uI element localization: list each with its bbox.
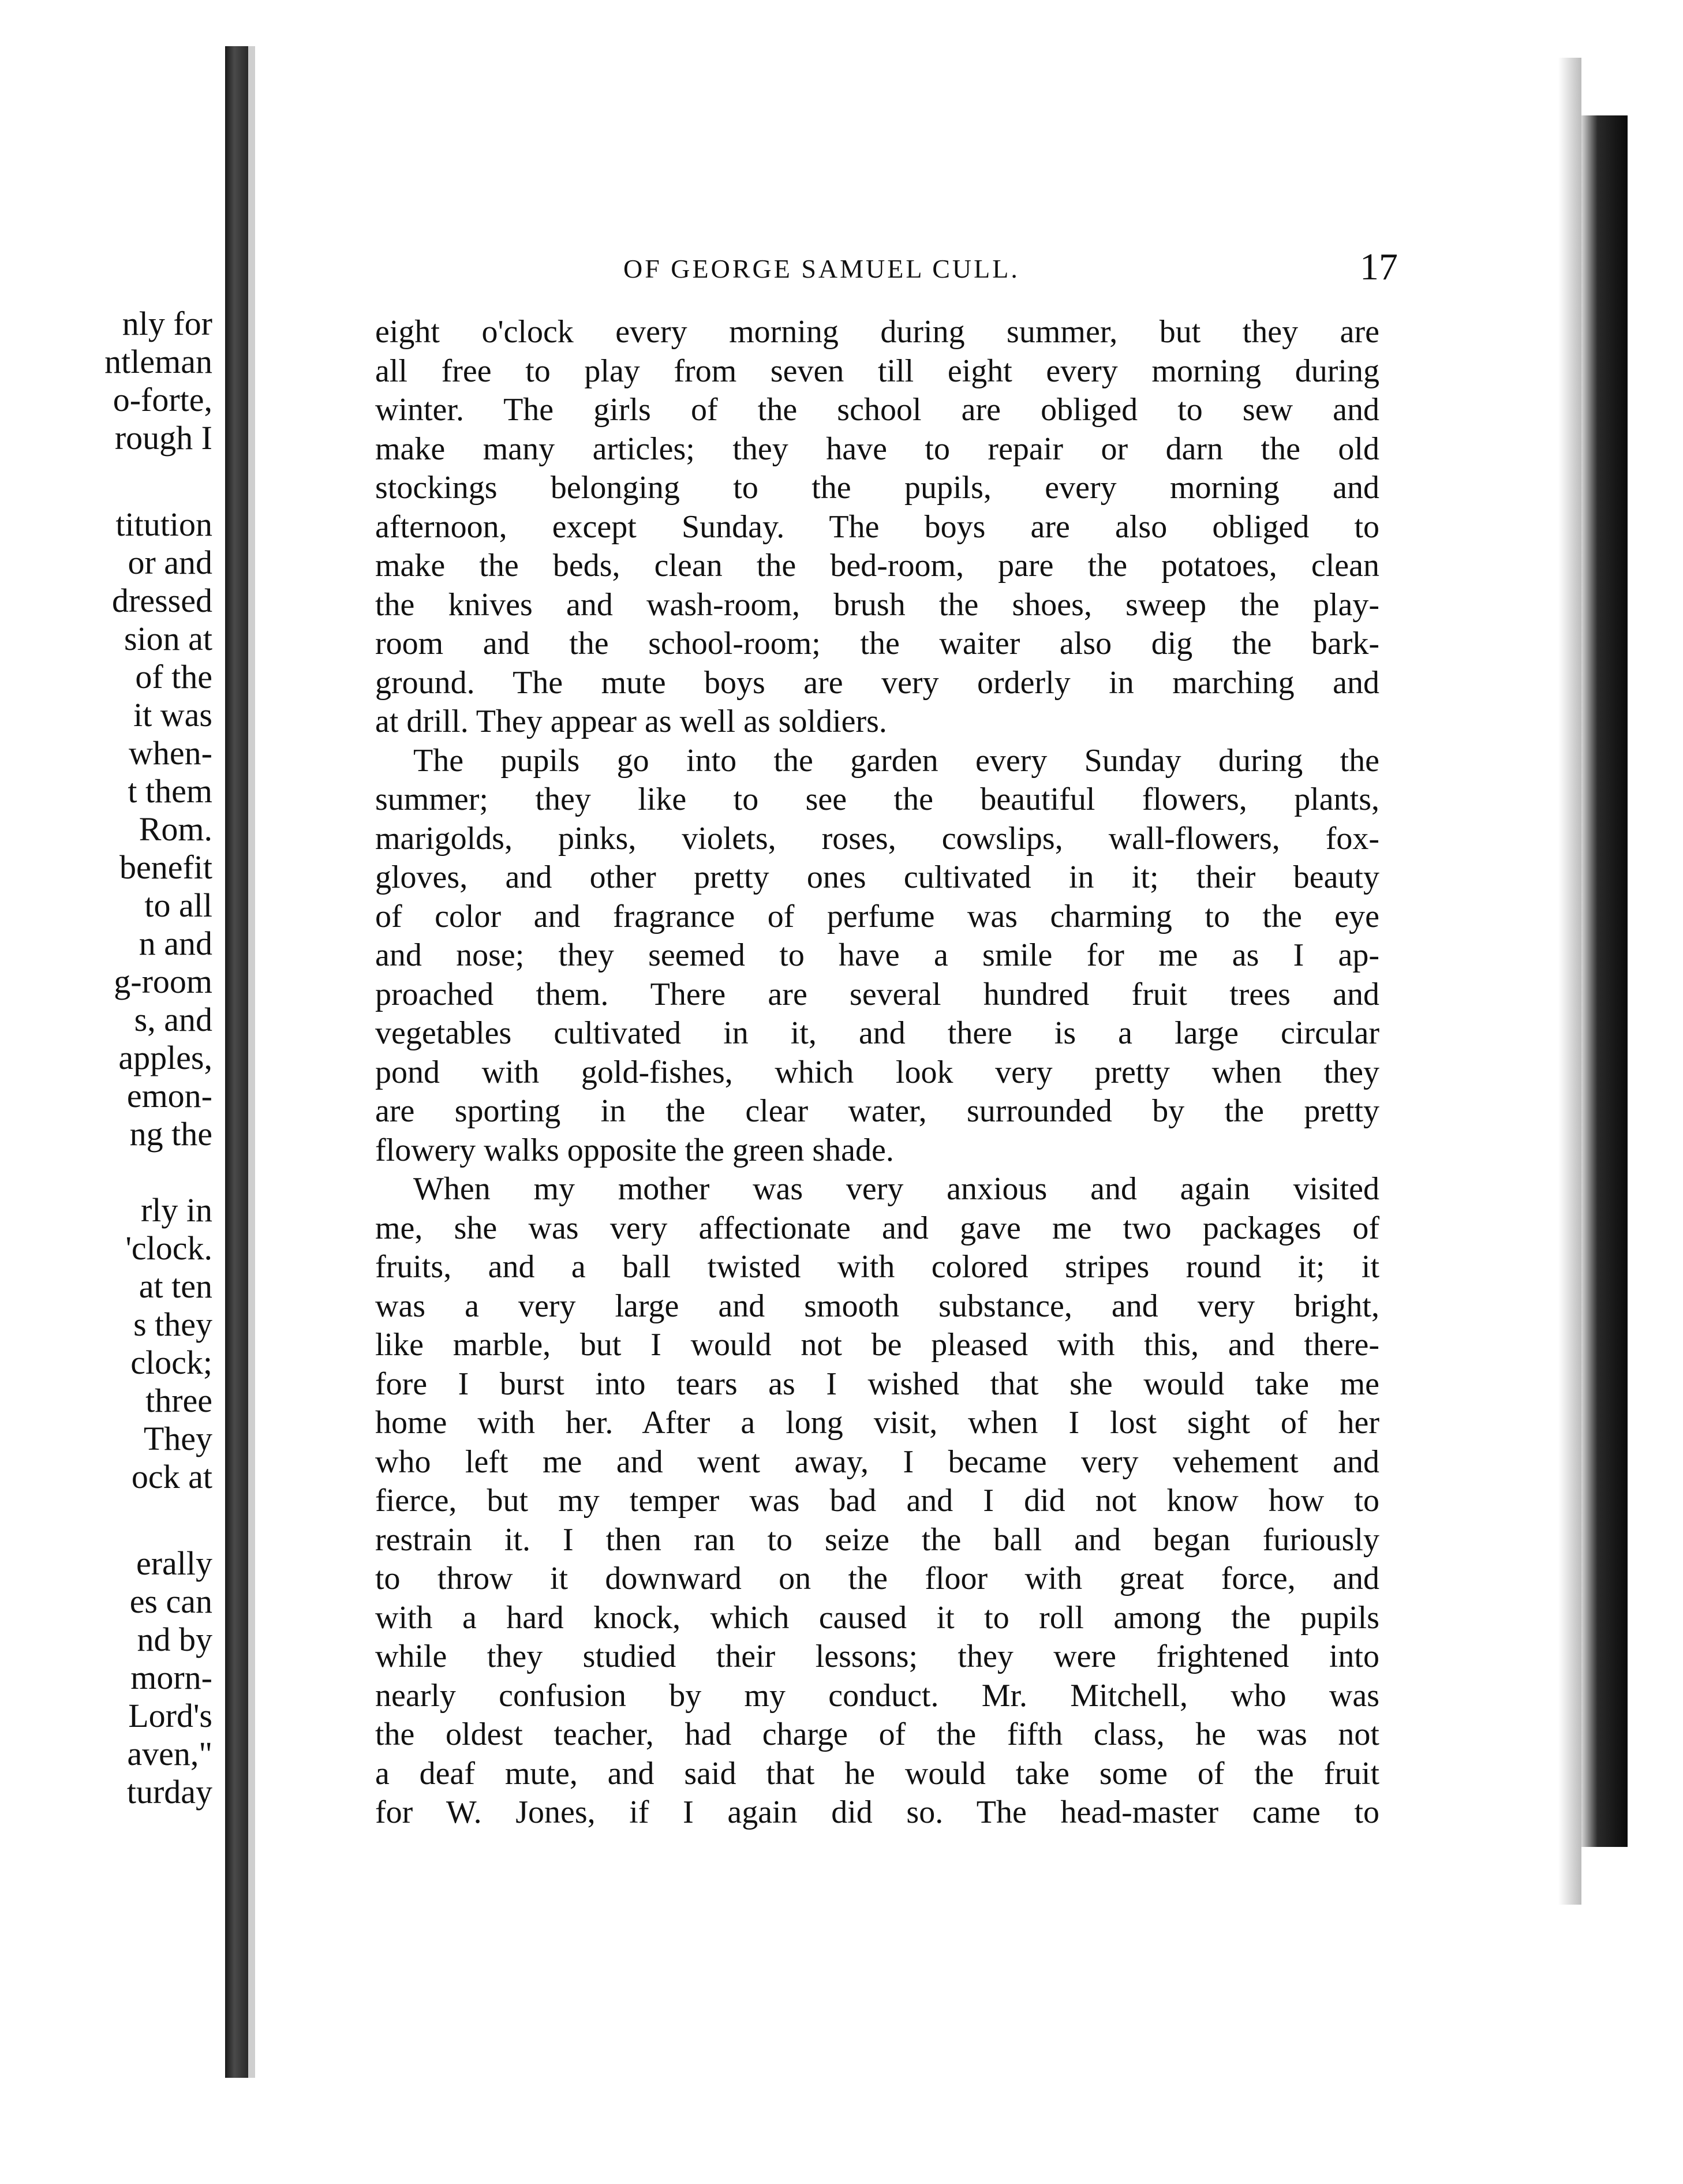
text-line: me, she was very affectionate and gave me two packages of [375, 1210, 1379, 1246]
left-line: erally [136, 1544, 212, 1582]
left-line: aven," [127, 1735, 212, 1772]
text-line: When my mother was very anxious and again visited [413, 1171, 1379, 1207]
left-line: rly in [140, 1191, 212, 1229]
text-line: stockings belonging to the pupils, every morning and [375, 470, 1379, 506]
left-line: apples, [118, 1039, 212, 1076]
page-number: 17 [1360, 246, 1398, 288]
text-line: vegetables cultivated in it, and there is a large circular [375, 1015, 1379, 1051]
left-line: Lord's [128, 1697, 212, 1734]
text-line: afternoon, except Sunday. The boys are also obliged to [375, 508, 1379, 545]
text-line: who left me and went away, I became very vehement and [375, 1443, 1379, 1480]
text-line: restrain it. I then ran to seize the ball and began furiously [375, 1521, 1379, 1558]
left-line: s they [133, 1306, 212, 1343]
text-line: room and the school-room; the waiter also dig the bark- [375, 626, 1379, 661]
text-line: are sporting in the clear water, surrounded by the pretty [375, 1093, 1379, 1129]
left-line: ng the [129, 1115, 212, 1153]
left-line: clock; [130, 1344, 212, 1381]
text-line: pond with gold-fishes, which look very pretty when they [375, 1054, 1379, 1090]
left-line: at ten [139, 1267, 212, 1305]
left-line: sion at [124, 620, 212, 657]
text-line: summer; they like to see the beautiful flowers, plants, [375, 781, 1379, 817]
text-line: and nose; they seemed to have a smile for me as I ap- [375, 937, 1379, 973]
left-line: dressed [112, 582, 212, 619]
text-line: all free to play from seven till eight every morning during [375, 353, 1379, 389]
text-line: of color and fragrance of perfume was charming to the eye [375, 898, 1379, 934]
left-line: nly for [122, 305, 212, 342]
left-line: n and [139, 925, 212, 962]
left-line: o-forte, [113, 381, 212, 418]
left-line: of the [135, 658, 212, 695]
text-line: nearly confusion by my conduct. Mr. Mitchell, who was [375, 1677, 1379, 1714]
book-right-edge [1581, 115, 1628, 1847]
text-line: while they studied their lessons; they were frightened into [375, 1639, 1379, 1674]
left-line: They [143, 1420, 212, 1457]
left-page-fragment: nly for ntleman o-forte, rough I titution or and dressed sion at of the it was when- t them Rom. benefit to all n and g-room s, and apples, emon- ng the rly in 'clock. at ten s they clock; three They ock at erally es can nd by morn- Lord's aven," turday [104, 305, 212, 1811]
left-line: benefit [119, 848, 212, 886]
text-line: make the beds, clean the bed-room, pare the potatoes, clean [375, 548, 1379, 584]
text-line: a deaf mute, and said that he would take some of the fruit [375, 1755, 1379, 1792]
left-line: ock at [131, 1458, 212, 1495]
text-line: marigolds, pinks, violets, roses, cowslips, wall-flowers, fox- [375, 820, 1379, 857]
running-header [381, 245, 1398, 291]
left-line: three [145, 1382, 212, 1419]
text-line: make many articles; they have to repair or darn the old [375, 431, 1379, 467]
left-line: when- [129, 734, 212, 772]
left-line: to all [144, 887, 212, 924]
text-line: the oldest teacher, had charge of the fifth class, he was not [375, 1716, 1379, 1752]
left-line: s, and [134, 1001, 212, 1038]
text-line: ground. The mute boys are very orderly in marching and [375, 664, 1379, 701]
text-line: The pupils go into the garden every Sunday during the [413, 742, 1379, 779]
book-gutter [225, 46, 248, 2078]
text-line: to throw it downward on the floor with great force, and [375, 1561, 1379, 1596]
left-line: it was [133, 696, 212, 734]
left-line: t them [128, 772, 212, 810]
text-line: gloves, and other pretty ones cultivated in it; their beauty [375, 859, 1379, 895]
book-gutter-edge [248, 46, 255, 2078]
text-line: the knives and wash-room, brush the shoes, sweep the play- [375, 586, 1379, 623]
text-line: winter. The girls of the school are obliged to sew and [375, 392, 1379, 428]
text-line: proached them. There are several hundred fruit trees and [375, 976, 1379, 1012]
text-line: at drill. They appear as well as soldiers. [375, 704, 887, 739]
left-line: g-room [114, 963, 212, 1000]
text-line: for W. Jones, if I again did so. The head-master came to [375, 1794, 1379, 1830]
text-line: fruits, and a ball twisted with colored stripes round it; it [375, 1249, 1379, 1285]
text-line: like marble, but I would not be pleased with this, and there- [375, 1327, 1379, 1363]
page-edge-shade [1558, 58, 1581, 1905]
left-line: ntleman [104, 343, 212, 380]
left-line: morn- [130, 1659, 212, 1696]
left-line: rough I [114, 419, 212, 457]
running-title: OF GEORGE SAMUEL CULL. [623, 254, 1020, 283]
left-line: titution [115, 506, 212, 543]
text-line: fore I burst into tears as I wished that she would take me [375, 1366, 1379, 1402]
text-line: flowery walks opposite the green shade. [375, 1132, 894, 1168]
left-line: nd by [137, 1621, 212, 1658]
left-line: 'clock. [125, 1229, 212, 1267]
text-line: eight o'clock every morning during summer, but they are [375, 314, 1379, 350]
left-line: emon- [126, 1077, 212, 1115]
left-line: or and [128, 544, 212, 581]
text-line: was a very large and smooth substance, and very bright, [375, 1288, 1379, 1324]
body-text [375, 313, 1379, 1833]
text-line: fierce, but my temper was bad and I did not know how to [375, 1483, 1379, 1519]
left-line: Rom. [139, 810, 212, 848]
left-line: es can [129, 1583, 212, 1620]
text-line: with a hard knock, which caused it to roll among the pupils [375, 1599, 1379, 1636]
text-line: home with her. After a long visit, when I lost sight of her [375, 1405, 1379, 1441]
